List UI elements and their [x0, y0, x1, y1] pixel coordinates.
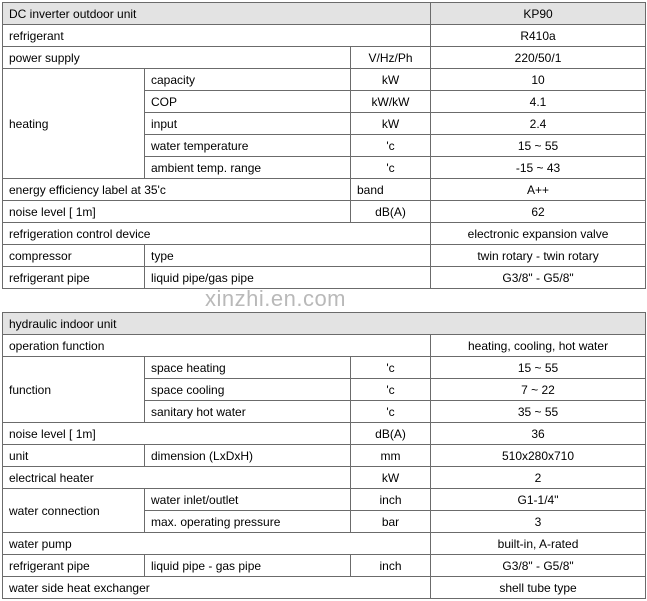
row-label: refrigerant [3, 25, 431, 47]
indoor-header-row [3, 313, 646, 335]
row-value: 2.4 [431, 113, 646, 135]
row-label: electrical heater [3, 467, 351, 489]
indoor-unit-spec-table [2, 312, 646, 599]
row-param: ambient temp. range [145, 157, 351, 179]
outdoor-title: DC inverter outdoor unit [3, 3, 431, 25]
row-param: capacity [145, 69, 351, 91]
row-unit: dB(A) [351, 423, 431, 445]
row-unit: 'c [351, 379, 431, 401]
row-param: COP [145, 91, 351, 113]
row-value: shell tube type [431, 577, 646, 599]
row-param: liquid pipe - gas pipe [145, 555, 351, 577]
row-param: sanitary hot water [145, 401, 351, 423]
row-value: built-in, A-rated [431, 533, 646, 555]
watermark-text: xinzhi.en.com [205, 286, 347, 311]
outdoor-unit-spec-table [2, 2, 646, 289]
row-value: electronic expansion valve [431, 223, 646, 245]
row-label: refrigerant pipe [3, 555, 145, 577]
row-label: refrigerant pipe [3, 267, 145, 289]
outdoor-header-row [3, 3, 646, 25]
row-value: 62 [431, 201, 646, 223]
row-value: 220/50/1 [431, 47, 646, 69]
table-row [3, 445, 646, 467]
row-value: 7 ~ 22 [431, 379, 646, 401]
table-row [3, 489, 646, 511]
row-value: 15 ~ 55 [431, 357, 646, 379]
indoor-title: hydraulic indoor unit [3, 313, 646, 335]
row-label: water pump [3, 533, 431, 555]
table-row [3, 179, 646, 201]
row-label: refrigeration control device [3, 223, 431, 245]
row-label: energy efficiency label at 35'c [3, 179, 351, 201]
row-value: 2 [431, 467, 646, 489]
row-value: A++ [431, 179, 646, 201]
table-row [3, 69, 646, 91]
table-row [3, 577, 646, 599]
row-unit: 'c [351, 357, 431, 379]
row-param: type [145, 245, 431, 267]
row-unit: bar [351, 511, 431, 533]
row-label: operation function [3, 335, 431, 357]
row-label: water side heat exchanger [3, 577, 431, 599]
row-unit: kW/kW [351, 91, 431, 113]
row-unit: kW [351, 113, 431, 135]
row-unit: inch [351, 555, 431, 577]
row-param: liquid pipe/gas pipe [145, 267, 431, 289]
row-unit: inch [351, 489, 431, 511]
row-label: unit [3, 445, 145, 467]
row-value: 510x280x710 [431, 445, 646, 467]
row-value: G3/8" - G5/8" [431, 267, 646, 289]
group-label-function: function [3, 357, 145, 423]
row-unit: band [351, 179, 431, 201]
row-unit: V/Hz/Ph [351, 47, 431, 69]
row-value: 35 ~ 55 [431, 401, 646, 423]
row-value: G3/8" - G5/8" [431, 555, 646, 577]
table-row [3, 555, 646, 577]
group-label-water-connection: water connection [3, 489, 145, 533]
row-param: water inlet/outlet [145, 489, 351, 511]
row-value: heating, cooling, hot water [431, 335, 646, 357]
row-unit: kW [351, 69, 431, 91]
table-row [3, 47, 646, 69]
row-value: 36 [431, 423, 646, 445]
row-unit: mm [351, 445, 431, 467]
row-value: twin rotary - twin rotary [431, 245, 646, 267]
row-value: 15 ~ 55 [431, 135, 646, 157]
row-param: dimension (LxDxH) [145, 445, 351, 467]
row-value: 10 [431, 69, 646, 91]
table-row [3, 201, 646, 223]
model-name: KP90 [431, 3, 646, 25]
row-unit: 'c [351, 401, 431, 423]
row-value: R410a [431, 25, 646, 47]
row-label: noise level [ 1m] [3, 201, 351, 223]
row-value: 3 [431, 511, 646, 533]
row-param: max. operating pressure [145, 511, 351, 533]
row-param: water temperature [145, 135, 351, 157]
table-row [3, 335, 646, 357]
row-param: input [145, 113, 351, 135]
row-unit: 'c [351, 157, 431, 179]
row-unit: kW [351, 467, 431, 489]
table-row [3, 467, 646, 489]
row-param: space cooling [145, 379, 351, 401]
group-label-heating: heating [3, 69, 145, 179]
row-value: G1-1/4" [431, 489, 646, 511]
row-label: compressor [3, 245, 145, 267]
row-unit: dB(A) [351, 201, 431, 223]
table-row [3, 423, 646, 445]
row-label: noise level [ 1m] [3, 423, 351, 445]
row-param: space heating [145, 357, 351, 379]
row-unit: 'c [351, 135, 431, 157]
table-row [3, 223, 646, 245]
row-value: 4.1 [431, 91, 646, 113]
table-row [3, 245, 646, 267]
table-row [3, 25, 646, 47]
row-value: -15 ~ 43 [431, 157, 646, 179]
row-label: power supply [3, 47, 351, 69]
table-row [3, 357, 646, 379]
table-row [3, 533, 646, 555]
